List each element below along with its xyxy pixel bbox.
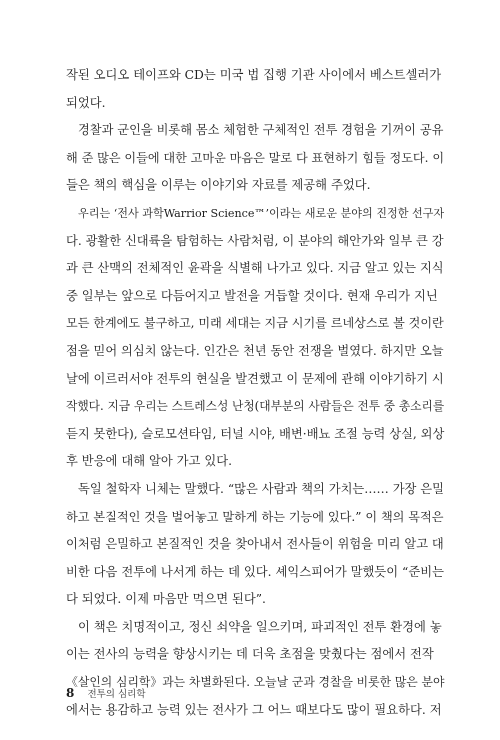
text-line: 해 준 많은 이들에 대한 고마운 마음은 말로 다 표현하기 힘들 정도다. 이	[66, 150, 445, 165]
text-line: 우리는 ‘전사 과학Warrior Science™’이라는 새로운 분야의 진정한 선구자	[78, 206, 445, 220]
paragraph	[66, 200, 444, 476]
text-line: 과 큰 산맥의 전체적인 윤곽을 식별해 나가고 있다. 지금 알고 있는 지식	[66, 261, 444, 276]
paragraph	[66, 476, 444, 614]
page-number: 8	[66, 686, 75, 700]
text-line: 되었다.	[66, 95, 106, 110]
text-line: 이는 전사의 능력을 향상시키는 데 더욱 초점을 맞췄다는 점에서 전작	[66, 647, 434, 662]
paragraph	[66, 117, 444, 200]
text-line: 이 책은 치명적이고, 정신 쇠약을 일으키며, 파괴적인 전투 환경에 놓	[78, 619, 442, 634]
text-line: 작했다. 지금 우리는 스트레스성 난청(대부분의 사람들은 전투 중 총소리를	[66, 399, 445, 414]
text-line: 모든 한계에도 불구하고, 미래 세대는 지금 시기를 르네상스로 볼 것이란	[66, 316, 444, 331]
running-title: 전투의 심리학	[87, 689, 146, 700]
paragraph	[66, 62, 444, 117]
text-line: 중 일부는 앞으로 다듬어지고 발전을 거듭할 것이다. 현재 우리가 지닌	[66, 288, 438, 303]
text-line: 하고 본질적인 것을 벌어놓고 말하게 하는 기능에 있다.” 이 책의 목적은	[66, 509, 444, 524]
text-line: 이처럼 은밀하고 본질적인 것을 찾아내서 전사들이 위험을 미리 알고 대	[66, 537, 444, 552]
text-line: 날에 이르러서야 전투의 현실을 발견했고 이 문제에 관해 이야기하기 시	[66, 371, 444, 386]
text-line: 듣지 못한다), 슬로모션타임, 터널 시야, 배변·배뇨 조절 능력 상실, 외상	[66, 426, 445, 441]
text-line: 점을 믿어 의심치 않는다. 인간은 천년 동안 전쟁을 벌였다. 하지만 오늘	[66, 343, 444, 358]
text-line: 다 되었다. 이제 마음만 먹으면 된다”.	[66, 592, 266, 607]
paragraph	[66, 614, 444, 724]
text-line: 작된 오디오 테이프와 CD는 미국 법 집행 기관 사이에서 베스트셀러가	[66, 68, 442, 82]
text-line: 들은 책의 핵심을 이루는 이야기와 자료를 제공해 주었다.	[66, 178, 371, 193]
text-line: 《살인의 심리학》과는 차별화된다. 오늘날 군과 경찰을 비롯한 많은 분야	[66, 675, 445, 690]
body-text	[66, 62, 444, 724]
text-line: 다. 광활한 신대륙을 탐험하는 사람처럼, 이 분야의 해안가와 일부 큰 강	[66, 233, 444, 248]
text-line: 독일 철학자 니체는 말했다. “많은 사람과 책의 가치는…… 가장 은밀	[78, 481, 445, 496]
text-line: 후 반응에 대해 알아 가고 있다.	[66, 454, 232, 469]
text-line: 경찰과 군인을 비롯해 몸소 체험한 구체적인 전투 경험을 기꺼이 공유	[78, 123, 444, 138]
text-line: 에서는 용감하고 능력 있는 전사가 그 어느 때보다도 많이 필요하다. 저	[66, 702, 442, 717]
page-footer	[66, 682, 146, 702]
text-line: 비한 다음 전투에 나서게 하는 데 있다. 셰익스피어가 말했듯이 “준비는	[66, 564, 444, 579]
